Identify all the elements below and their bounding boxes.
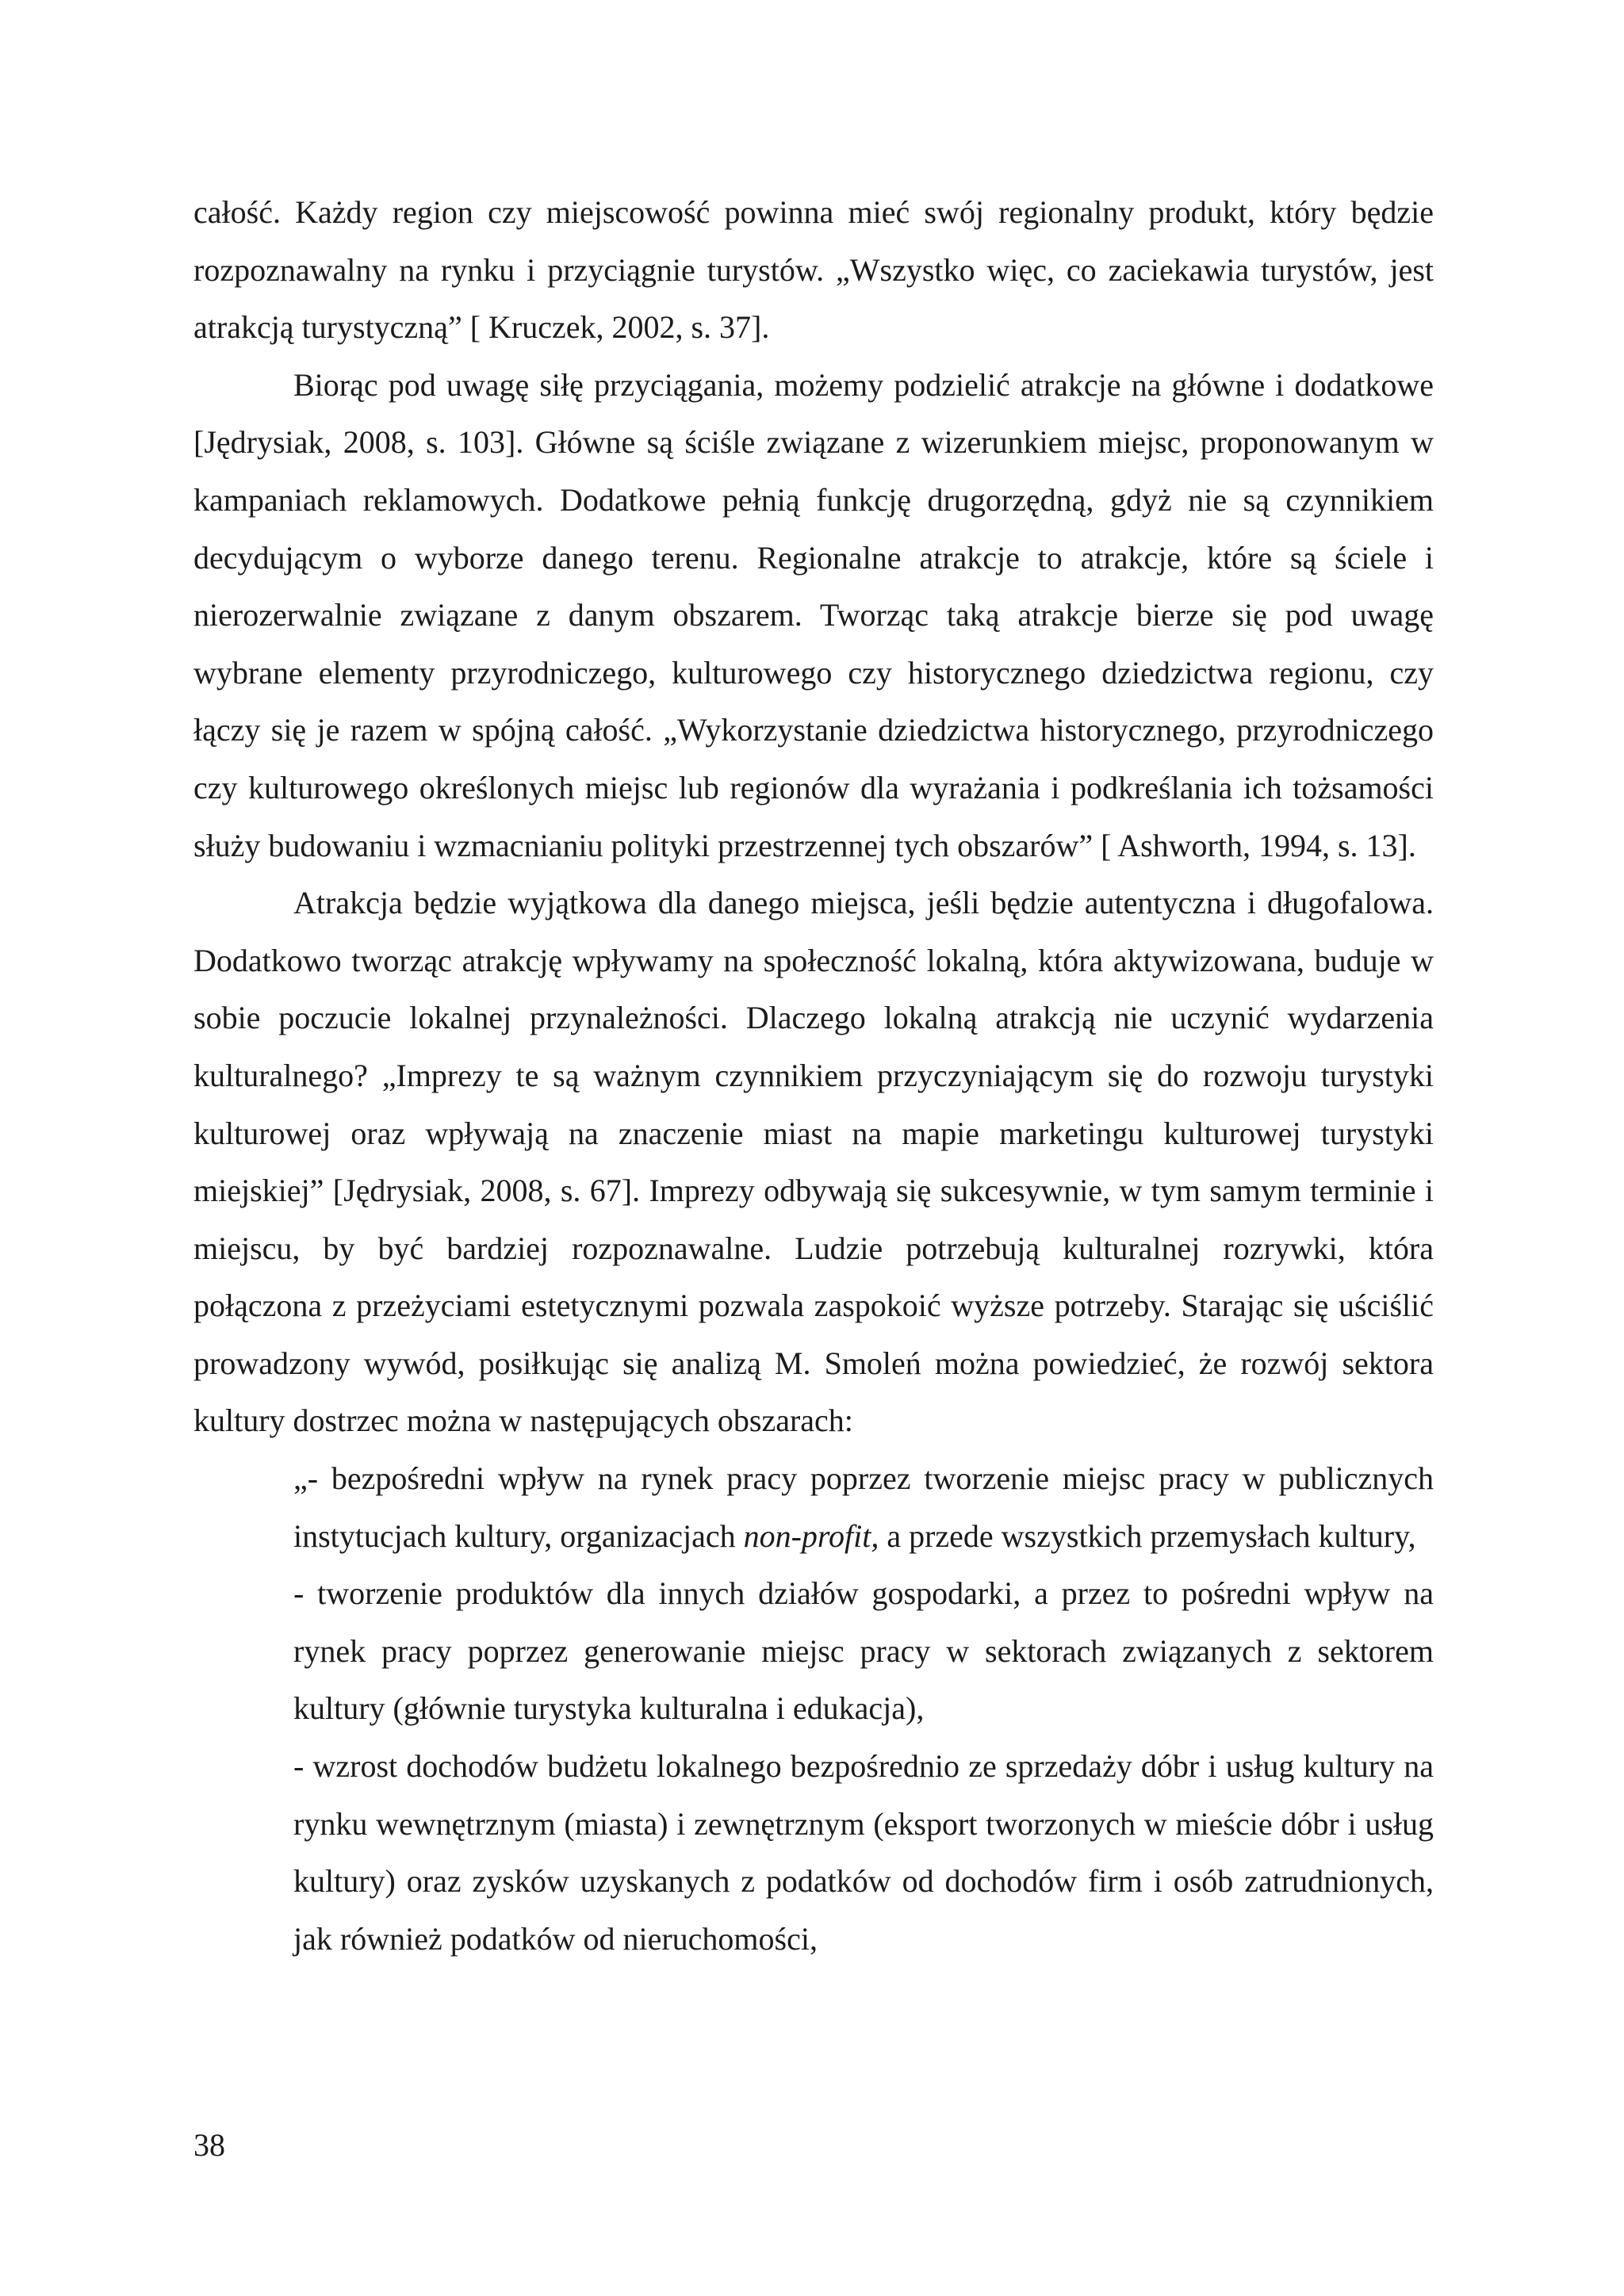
list-item-1-text-end: a przede wszystkich przemysłach kultury, [879, 1517, 1416, 1554]
body-text [193, 184, 1434, 1968]
page-number: 38 [193, 2127, 225, 2163]
list-item-3-text: - wzrost dochodów budżetu lokalnego bezpośrednio ze sprzedaży dóbr i usług kultury na rynku wewnętrznym (miasta) i zewnętrznym (eksport tworzonych w mieście dóbr i usług kultury) oraz zysków uzyskanych z podatków od dochodów firm i osób zatrudnionych, jak również podatków od nieruchomości, [293, 1748, 1434, 1957]
quoted-list [193, 1450, 1434, 1968]
list-item-1-text: „- bezpośredni wpływ na rynek pracy poprzez tworzenie miejsc pracy w publicznych instytucjach kultury, organizacjach [293, 1460, 1434, 1554]
list-item-2 [293, 1565, 1434, 1738]
list-item-1 [293, 1450, 1434, 1565]
list-item-2-text: - tworzenie produktów dla innych działów gospodarki, a przez to pośredni wpływ na rynek pracy poprzez generowanie miejsc pracy w sektorach związanych z sektorem kultury (głównie turystyka kulturalna i edukacja), [293, 1575, 1434, 1727]
paragraph-3: Atrakcja będzie wyjątkowa dla danego miejsca, jeśli będzie autentyczna i długofalowa. Dodatkowo tworząc atrakcję wpływamy na społeczność lokalną, która aktywizowana, buduje w sobie poczucie lokalnej przynależności. Dlaczego lokalną atrakcją nie uczynić wydarzenia kulturalnego? „Imprezy te są ważnym czynnikiem przyczyniającym się do rozwoju turystyki kulturowej oraz wpływają na znaczenie miast na mapie marketingu kulturowej turystyki miejskiej” [Jędrysiak, 2008, s. 67]. Imprezy odbywają się sukcesywnie, w tym samym terminie i miejscu, by być bardziej rozpoznawalne. Ludzie potrzebują kulturalnej rozrywki, która połączona z przeżyciami estetycznymi pozwala zaspokoić wyższe potrzeby. Starając się uściślić prowadzony wywód, posiłkując się analizą M. Smoleń można powiedzieć, że rozwój sektora kultury dostrzec można w następujących obszarach: [193, 885, 1434, 1439]
list-item-3 [293, 1738, 1434, 1968]
paragraph-1: całość. Każdy region czy miejscowość powinna mieć swój regionalny produkt, który będzie rozpoznawalny na rynku i przyciągnie turystów. „Wszystko więc, co zaciekawia turystów, jest atrakcją turystyczną” [ Kruczek, 2002, s. 37]. [193, 194, 1434, 346]
paragraph-2: Biorąc pod uwagę siłę przyciągania, możemy podzielić atrakcje na główne i dodatkowe [Jędrysiak, 2008, s. 103]. Główne są ściśle związane z wizerunkiem miejsc, proponowanym w kampaniach reklamowych. Dodatkowe pełnią funkcję drugorzędną, gdyż nie są czynnikiem decydującym o wyborze danego terenu. Regionalne atrakcje to atrakcje, które są ściele i nierozerwalnie związane z danym obszarem. Tworząc taką atrakcje bierze się pod uwagę wybrane elementy przyrodniczego, kulturowego czy historycznego dziedzictwa regionu, czy łączy się je razem w spójną całość. „Wykorzystanie dziedzictwa historycznego, przyrodniczego czy kulturowego określonych miejsc lub regionów dla wyrażania i podkreślania ich tożsamości służy budowaniu i wzmacnianiu polityki przestrzennej tych obszarów” [ Ashworth, 1994, s. 13]. [193, 366, 1434, 863]
list-item-1-italic: non-profit, [743, 1517, 879, 1554]
